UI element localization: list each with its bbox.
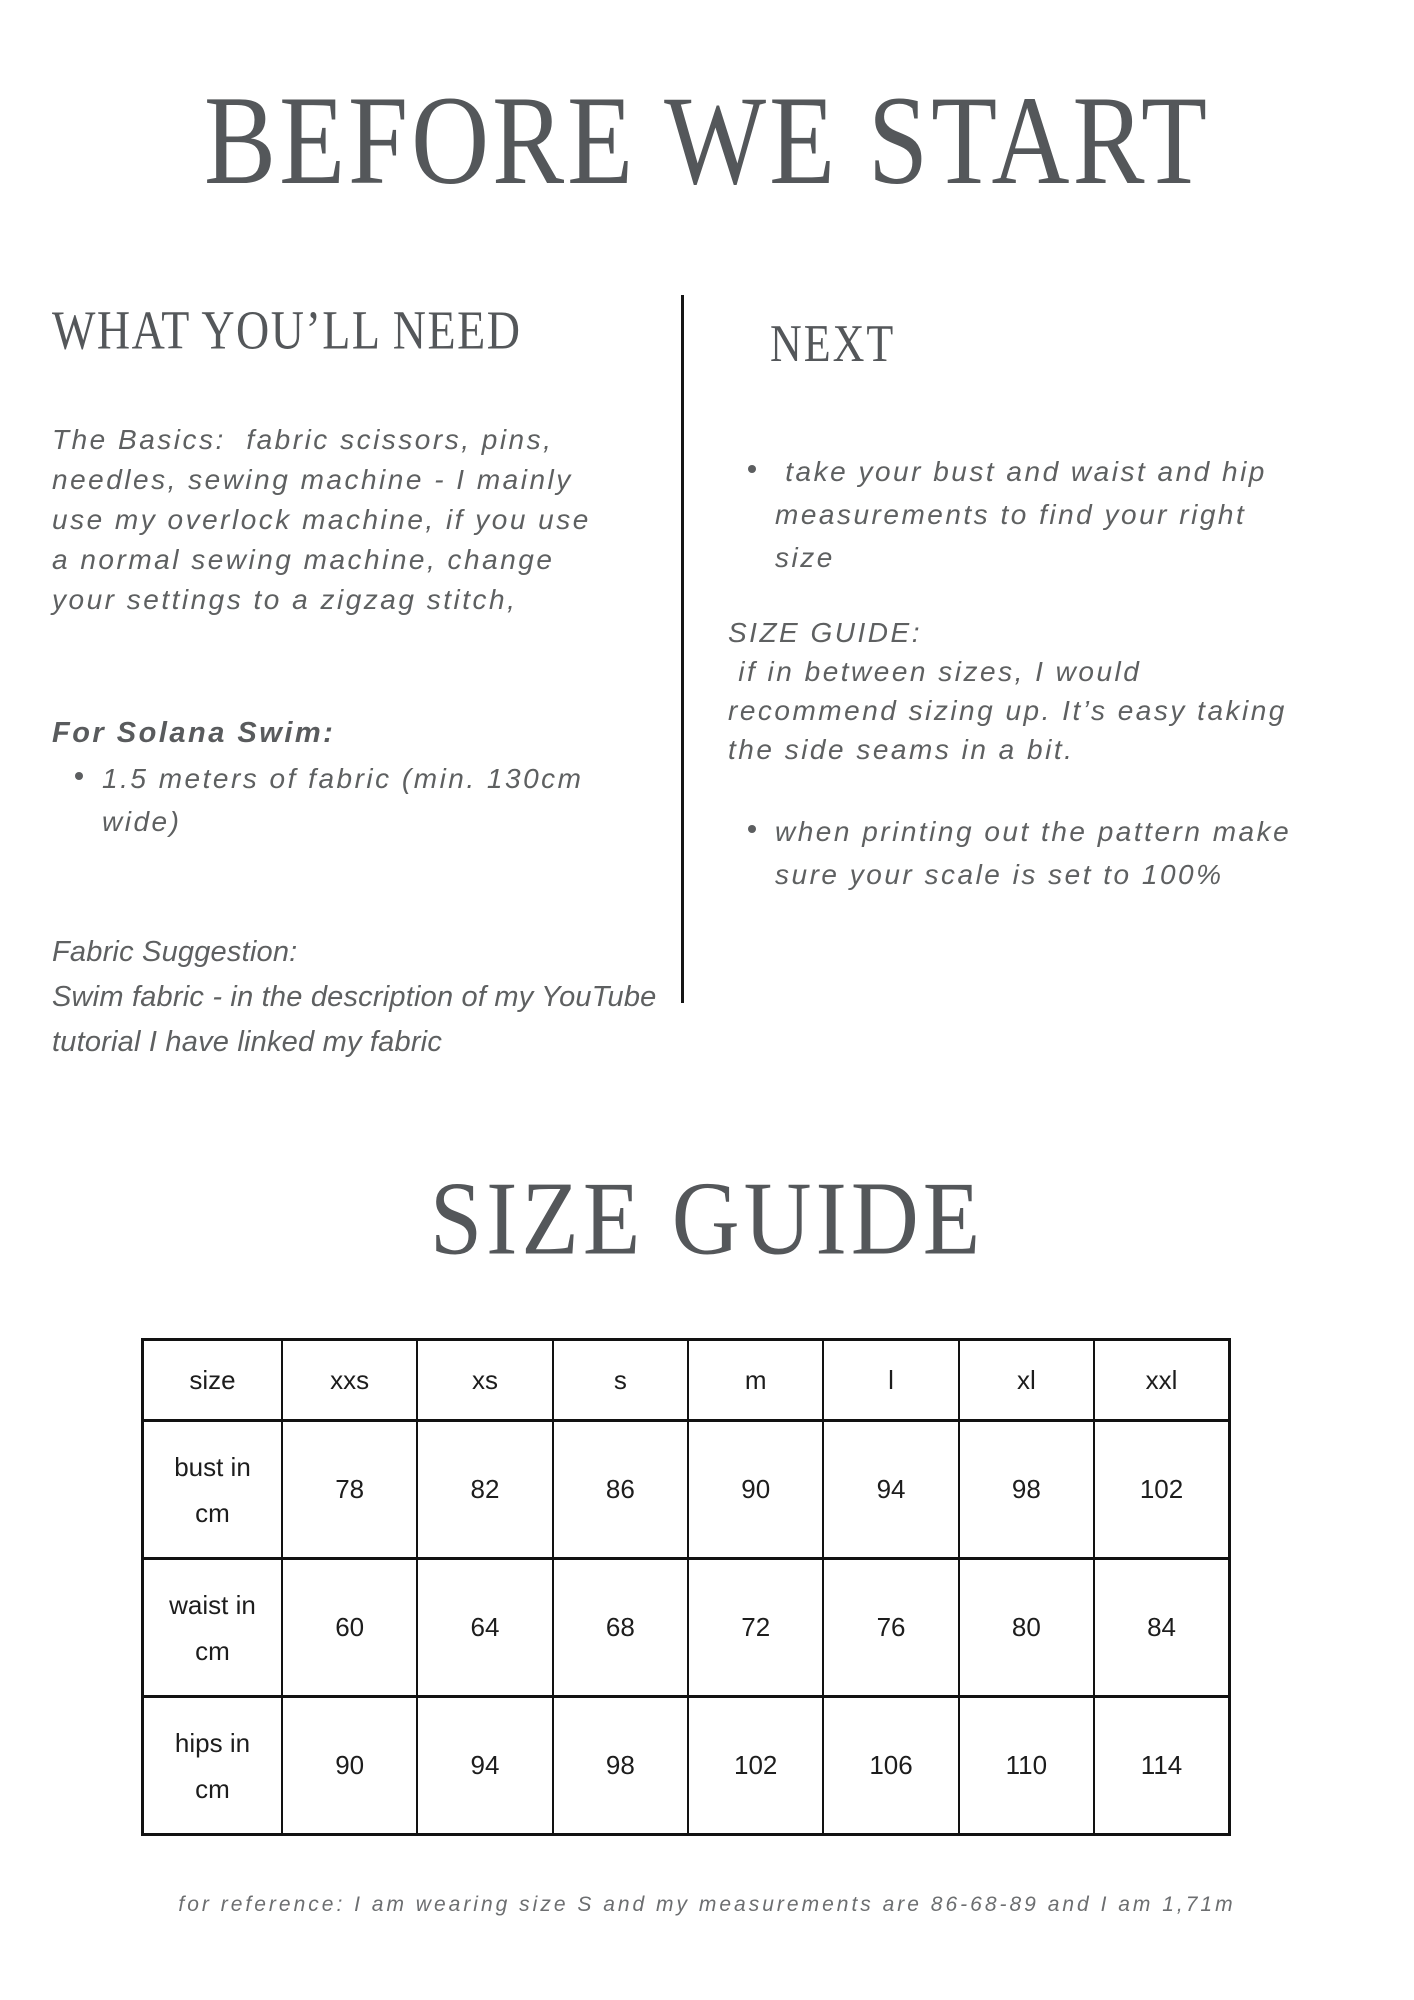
table-cell: 114 (1094, 1697, 1229, 1835)
table-cell: 72 (688, 1559, 823, 1697)
text-line: needles, sewing machine - I mainly (52, 464, 573, 495)
text-line: measurements to find your right (775, 499, 1247, 530)
table-cell: 68 (553, 1559, 688, 1697)
table-cell: 76 (823, 1559, 958, 1697)
text-line: tutorial I have linked my fabric (52, 1026, 443, 1058)
header-cell-s: s (553, 1340, 688, 1421)
table-cell: 102 (688, 1697, 823, 1835)
fabric-suggestion (52, 930, 657, 1065)
page-title: BEFORE WE START (204, 70, 1210, 212)
size-table (141, 1338, 1231, 1836)
table-cell: 94 (823, 1421, 958, 1559)
table-cell: 78 (282, 1421, 417, 1559)
table-cell: 90 (282, 1697, 417, 1835)
basics-paragraph (52, 420, 591, 620)
text-line: a normal sewing machine, change (52, 544, 555, 575)
text-line: when printing out the pattern make (775, 816, 1292, 847)
table-cell: 82 (417, 1421, 552, 1559)
table-cell: 110 (959, 1697, 1094, 1835)
bullet-text (102, 757, 583, 843)
bullet-text (775, 450, 1267, 579)
text-line: SIZE GUIDE: (728, 617, 922, 648)
table-cell: 60 (282, 1559, 417, 1697)
fabric-amount-bullet (75, 757, 583, 843)
left-column-heading: WHAT YOU’LL NEED (52, 299, 522, 361)
measurements-bullet (748, 450, 1267, 579)
solana-swim-heading: For Solana Swim: (52, 717, 336, 749)
table-cell: 80 (959, 1559, 1094, 1697)
bullet-icon (75, 772, 83, 780)
row-label: waist in cm (169, 1589, 256, 1666)
bullet-text (775, 810, 1291, 896)
text-line: your settings to a zigzag stitch, (52, 584, 518, 615)
bullet-icon (748, 465, 756, 473)
row-label-cell (143, 1697, 283, 1835)
table-cell: 64 (417, 1559, 552, 1697)
text-line: use my overlock machine, if you use (52, 504, 591, 535)
table-cell: 106 (823, 1697, 958, 1835)
text-line: wide) (102, 806, 182, 837)
text-line: if in between sizes, I would (728, 656, 1142, 687)
size-guide-title: SIZE GUIDE (429, 1160, 985, 1277)
reference-note: for reference: I am wearing size S and my measurements are 86-68-89 and I am 1,71m (178, 1893, 1236, 1916)
header-cell-xxs: xxs (282, 1340, 417, 1421)
header-cell-l: l (823, 1340, 958, 1421)
table-cell: 90 (688, 1421, 823, 1559)
table-cell: 84 (1094, 1559, 1229, 1697)
table-cell: 94 (417, 1697, 552, 1835)
size-guide-note (728, 613, 1287, 769)
column-divider (681, 295, 684, 1003)
table-row-waist (143, 1559, 1230, 1697)
row-label: hips in cm (174, 1727, 251, 1804)
text-line: recommend sizing up. It’s easy taking (728, 695, 1287, 726)
table-row-bust (143, 1421, 1230, 1559)
table-row-hips (143, 1697, 1230, 1835)
table-cell: 86 (553, 1421, 688, 1559)
text-line: Fabric Suggestion: (52, 936, 298, 968)
header-cell-xxl: xxl (1094, 1340, 1229, 1421)
text-line: sure your scale is set to 100% (775, 859, 1224, 890)
table-cell: 98 (553, 1697, 688, 1835)
print-scale-bullet (748, 810, 1291, 896)
table-cell: 98 (959, 1421, 1094, 1559)
text-line: Swim fabric - in the description of my YouTube (52, 981, 657, 1013)
header-cell-m: m (688, 1340, 823, 1421)
text-line: size (775, 542, 835, 573)
text-line: the side seams in a bit. (728, 734, 1075, 765)
right-column-heading: NEXT (770, 314, 896, 374)
text-line: 1.5 meters of fabric (min. 130cm (102, 763, 584, 794)
table-header-row (143, 1340, 1230, 1421)
header-cell-xs: xs (417, 1340, 552, 1421)
header-cell-size: size (143, 1340, 283, 1421)
row-label-cell (143, 1421, 283, 1559)
header-cell-xl: xl (959, 1340, 1094, 1421)
table-cell: 102 (1094, 1421, 1229, 1559)
row-label: bust in cm (174, 1451, 251, 1528)
text-line: The Basics: fabric scissors, pins, (52, 424, 554, 455)
text-line: take your bust and waist and hip (775, 456, 1267, 487)
bullet-icon (748, 825, 756, 833)
row-label-cell (143, 1559, 283, 1697)
